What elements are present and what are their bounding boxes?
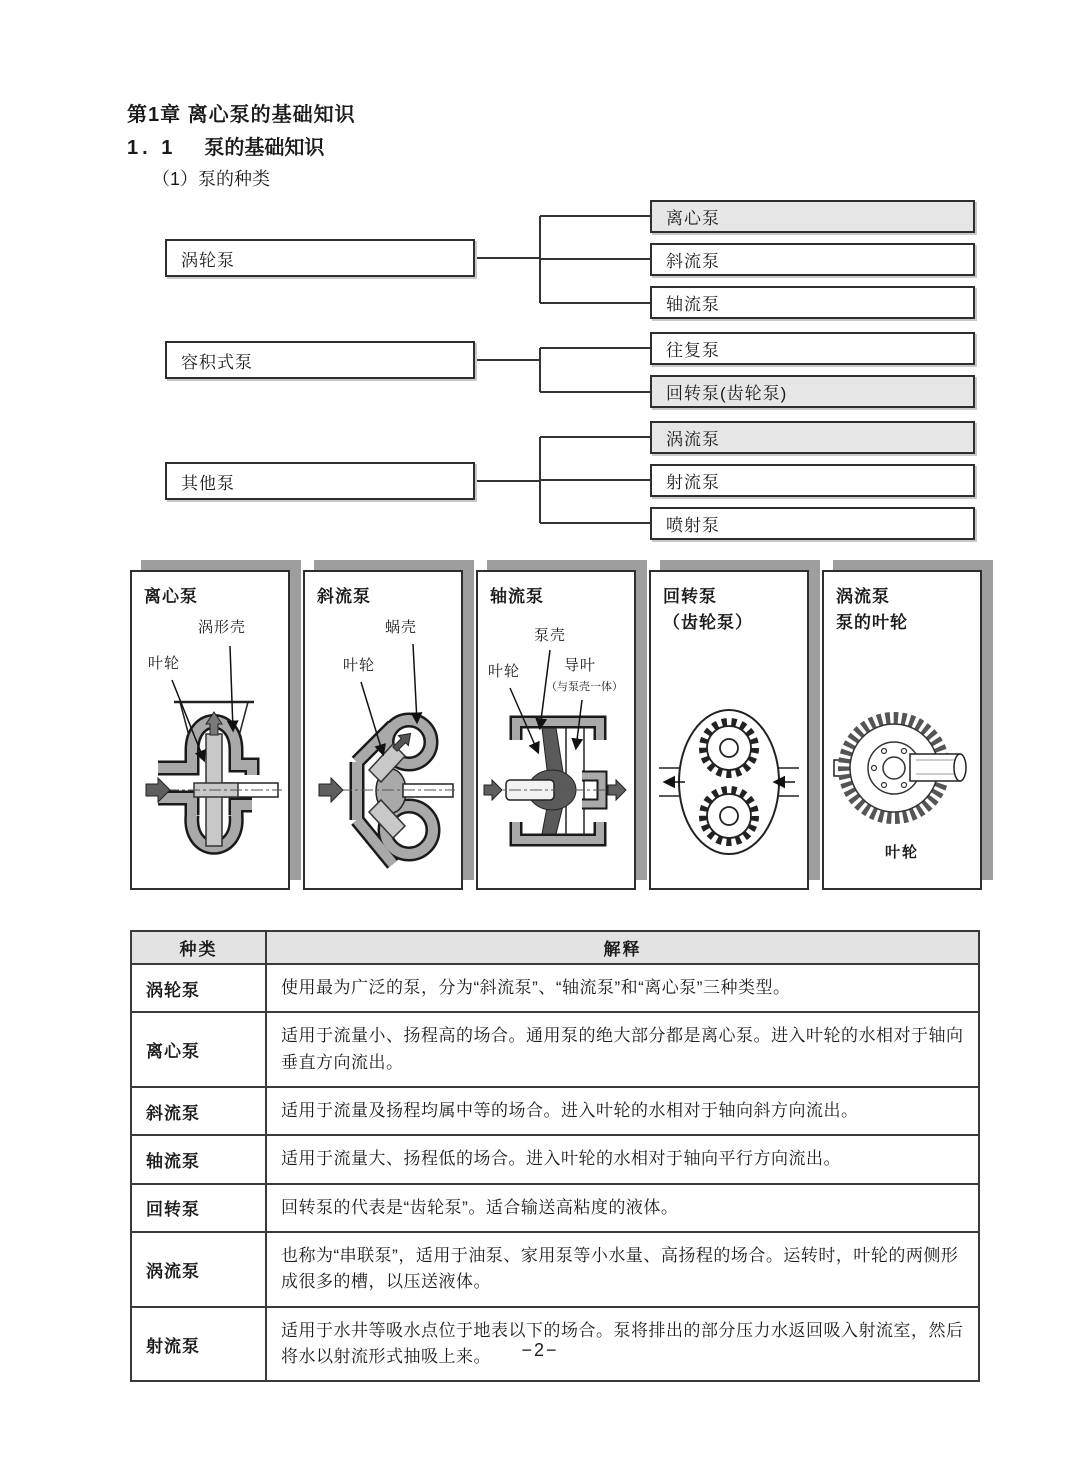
tree-box-jet-flow-pump: 射流泵	[650, 464, 975, 497]
section-title-text: 泵的基础知识	[204, 137, 325, 159]
tree-box-mixed-flow-pump: 斜流泵	[650, 243, 975, 276]
label-volute-casing: 涡形壳	[198, 619, 247, 636]
page-number: −2−	[521, 1340, 559, 1360]
axial-flow-pump-diagram	[478, 572, 634, 888]
gear-hub	[720, 739, 738, 757]
panel-centrifugal-pump	[130, 570, 290, 890]
pump-types-table	[130, 930, 980, 1382]
panel-title: 涡流泵	[836, 587, 890, 606]
pump-desc-cell: 也称为“串联泵”，适用于油泵、家用泵等小水量、高扬程的场合。运转时，叶轮的两侧形成很多的槽，以压送液体。	[266, 1232, 979, 1307]
column-header-explanation: 解释	[266, 931, 979, 964]
tree-box-rotary-gear-pump: 回转泵(齿轮泵)	[650, 375, 975, 408]
pump-type-cell: 涡流泵	[131, 1232, 266, 1307]
label-impeller: 叶轮	[343, 657, 376, 674]
pump-type-cell: 回转泵	[131, 1184, 266, 1232]
pump-type-cell: 斜流泵	[131, 1087, 266, 1135]
column-header-type: 种类	[131, 931, 266, 964]
pump-desc-cell: 适用于流量大、扬程低的场合。进入叶轮的水相对于轴向平行方向流出。	[266, 1135, 979, 1183]
panel-rotary-gear-pump	[649, 570, 809, 890]
panel-mixed-flow-pump	[303, 570, 463, 890]
pump-desc-cell: 适用于流量及扬程均属中等的场合。进入叶轮的水相对于轴向斜方向流出。	[266, 1087, 979, 1135]
leader-arrow	[230, 646, 233, 730]
section-title	[127, 131, 324, 160]
inlet-flow-arrow-icon	[319, 778, 343, 802]
subsection-title: （1）泵的种类	[152, 169, 271, 189]
panel-title: 斜流泵	[317, 587, 371, 606]
tree-box-ejector-pump: 喷射泵	[650, 507, 975, 540]
table-row	[131, 1012, 979, 1087]
gear-hub	[720, 807, 738, 825]
page-footer	[0, 1340, 1080, 1361]
outlet-flow-arrow-icon	[608, 780, 626, 800]
label-guide-vane: 导叶	[564, 657, 597, 674]
tree-box-centrifugal-pump: 离心泵	[650, 200, 975, 233]
pump-type-cell: 涡轮泵	[131, 964, 266, 1012]
label-guide-vane-note: （与泵壳一体）	[546, 681, 623, 693]
pump-classification-tree	[130, 200, 980, 545]
panel-subtitle: （齿轮泵）	[663, 613, 753, 632]
label-impeller: 叶轮	[148, 655, 181, 672]
table-row	[131, 1184, 979, 1232]
pump-desc-cell: 使用最为广泛的泵，分为“斜流泵”、“轴流泵”和“离心泵”三种类型。	[266, 964, 979, 1012]
panel-title: 轴流泵	[490, 587, 544, 606]
panel-axial-flow-pump	[476, 570, 636, 890]
impeller-caption: 叶轮	[884, 844, 919, 861]
chapter-title: 第1章 离心泵的基础知识	[127, 104, 356, 126]
label-impeller: 叶轮	[488, 663, 521, 680]
tree-box-reciprocating-pump: 往复泵	[650, 332, 975, 365]
table-row	[131, 1232, 979, 1307]
label-pump-casing: 泵壳	[534, 627, 567, 644]
panel-subtitle: 泵的叶轮	[836, 613, 908, 632]
leader-arrow	[413, 644, 417, 722]
table-row	[131, 1087, 979, 1135]
pump-desc-cell: 回转泵的代表是“齿轮泵”。适合输送高粘度的液体。	[266, 1184, 979, 1232]
pump-desc-cell: 适用于水井等吸水点位于地表以下的场合。泵将排出的部分压力水返回吸入射流室，然后将水以射流形式抽吸上来。	[266, 1307, 979, 1382]
pump-desc-cell: 适用于流量小、扬程高的场合。通用泵的绝大部分都是离心泵。进入叶轮的水相对于轴向垂直方向流出。	[266, 1012, 979, 1087]
tree-box-axial-flow-pump: 轴流泵	[650, 286, 975, 319]
pump-type-cell: 轴流泵	[131, 1135, 266, 1183]
tree-box-positive-displacement-pump: 容积式泵	[165, 341, 475, 379]
tree-box-turbine-pump: 涡轮泵	[165, 239, 475, 277]
inlet-flow-arrow-icon	[484, 780, 502, 800]
panel-vortex-pump	[822, 570, 982, 890]
tree-box-vortex-pump: 涡流泵	[650, 421, 975, 454]
panel-title: 回转泵	[663, 587, 717, 606]
pump-diagram-panels	[130, 560, 995, 896]
label-volute: 蜗壳	[385, 619, 418, 636]
panel-title: 离心泵	[144, 587, 198, 606]
table-row	[131, 964, 979, 1012]
pump-shaft	[910, 754, 960, 781]
pump-type-cell: 离心泵	[131, 1012, 266, 1087]
table-header-row	[131, 931, 979, 964]
mixed-flow-pump-diagram	[305, 572, 461, 888]
tree-box-other-pumps: 其他泵	[165, 462, 475, 500]
pump-type-cell: 射流泵	[131, 1307, 266, 1382]
section-number: 1. 1	[127, 137, 177, 159]
table-row	[131, 1135, 979, 1183]
